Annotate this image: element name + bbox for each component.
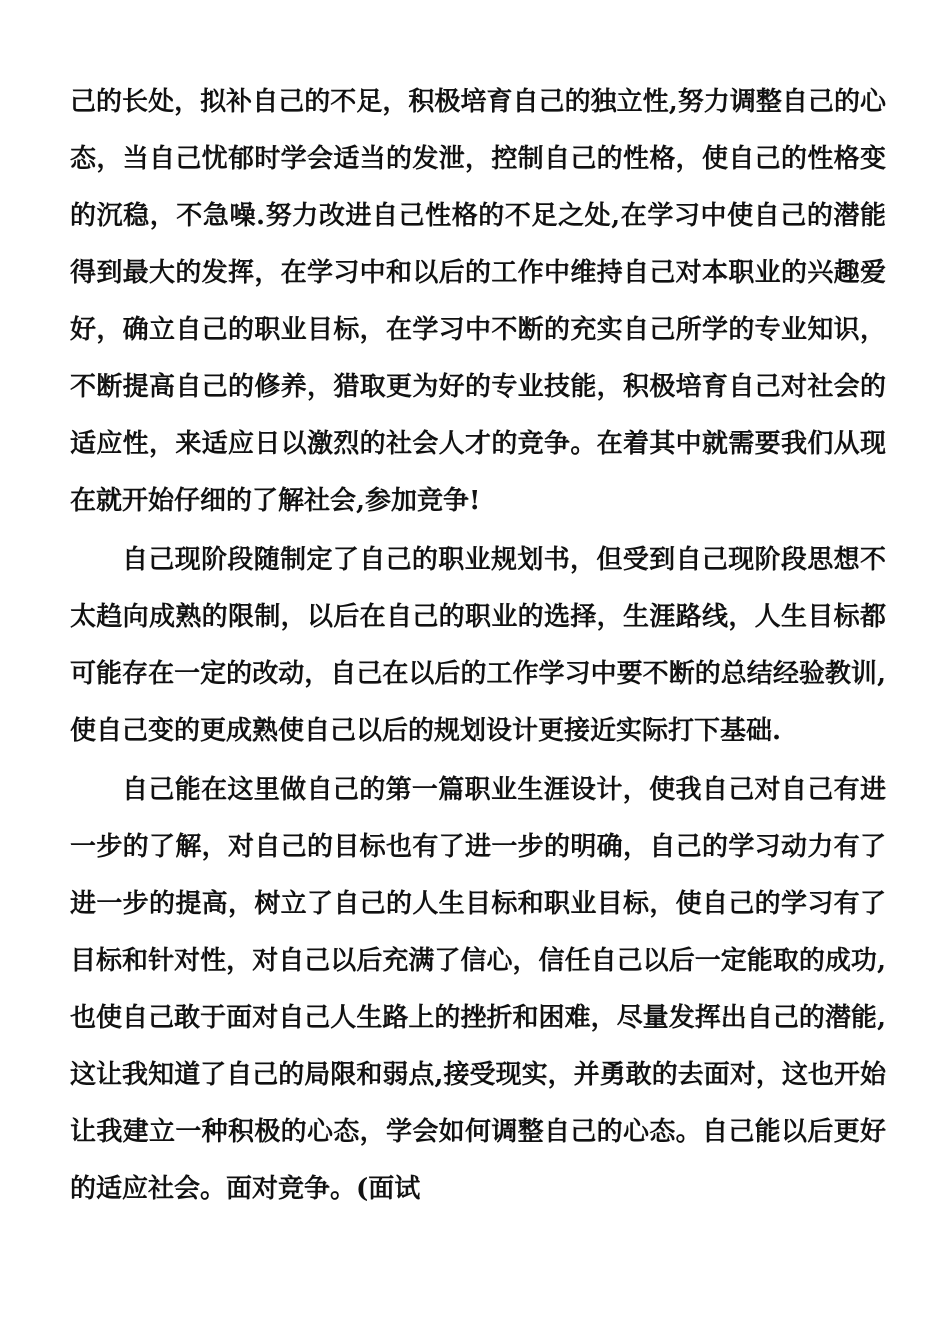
text-line: 让我建立一种积极的心态，学会如何调整自己的心态。自己能以后更好 — [70, 1117, 886, 1147]
text-line: 自己能在这里做自己的第一篇职业生涯设计，使我自己对自己有进 — [122, 775, 886, 805]
text-line: 自己现阶段随制定了自己的职业规划书，但受到自己现阶段思想不 — [122, 545, 886, 575]
text-line: 目标和针对性，对自己以后充满了信心，信任自己以后一定能取的成功, — [70, 946, 886, 976]
text-line: 态，当自己忧郁时学会适当的发泄，控制自己的性格，使自己的性格变 — [70, 144, 886, 174]
text-line: 使自己变的更成熟使自己以后的规划设计更接近实际打下基础. — [70, 716, 782, 746]
text-line: 也使自己敢于面对自己人生路上的挫折和困难，尽量发挥出自己的潜能, — [70, 1003, 886, 1033]
text-line: 在就开始仔细的了解社会,参加竞争! — [70, 486, 481, 516]
text-line: 得到最大的发挥，在学习中和以后的工作中维持自己对本职业的兴趣爱 — [70, 258, 886, 288]
text-line: 进一步的提高，树立了自己的人生目标和职业目标，使自己的学习有了 — [70, 889, 886, 919]
text-line: 可能存在一定的改动，自己在以后的工作学习中要不断的总结经验教训, — [70, 659, 886, 689]
text-line: 的适应社会。面对竞争。(面试 — [70, 1174, 421, 1204]
text-line: 己的长处，拟补自己的不足，积极培育自己的独立性,努力调整自己的心 — [70, 87, 886, 117]
text-line: 一步的了解，对自己的目标也有了进一步的明确，自己的学习动力有了 — [70, 832, 886, 862]
text-line: 不断提高自己的修养，猎取更为好的专业技能，积极培育自己对社会的 — [70, 372, 886, 402]
text-line: 好，确立自己的职业目标，在学习中不断的充实自己所学的专业知识， — [70, 315, 886, 345]
text-line: 适应性，来适应日以激烈的社会人才的竞争。在着其中就需要我们从现 — [70, 429, 886, 459]
text-line: 的沉稳，不急噪.努力改进自己性格的不足之处,在学习中使自己的潜能 — [70, 201, 886, 231]
text-line: 这让我知道了自己的局限和弱点,接受现实，并勇敢的去面对，这也开始 — [70, 1060, 886, 1090]
text-line: 太趋向成熟的限制，以后在自己的职业的选择，生涯路线，人生目标都 — [70, 602, 886, 632]
